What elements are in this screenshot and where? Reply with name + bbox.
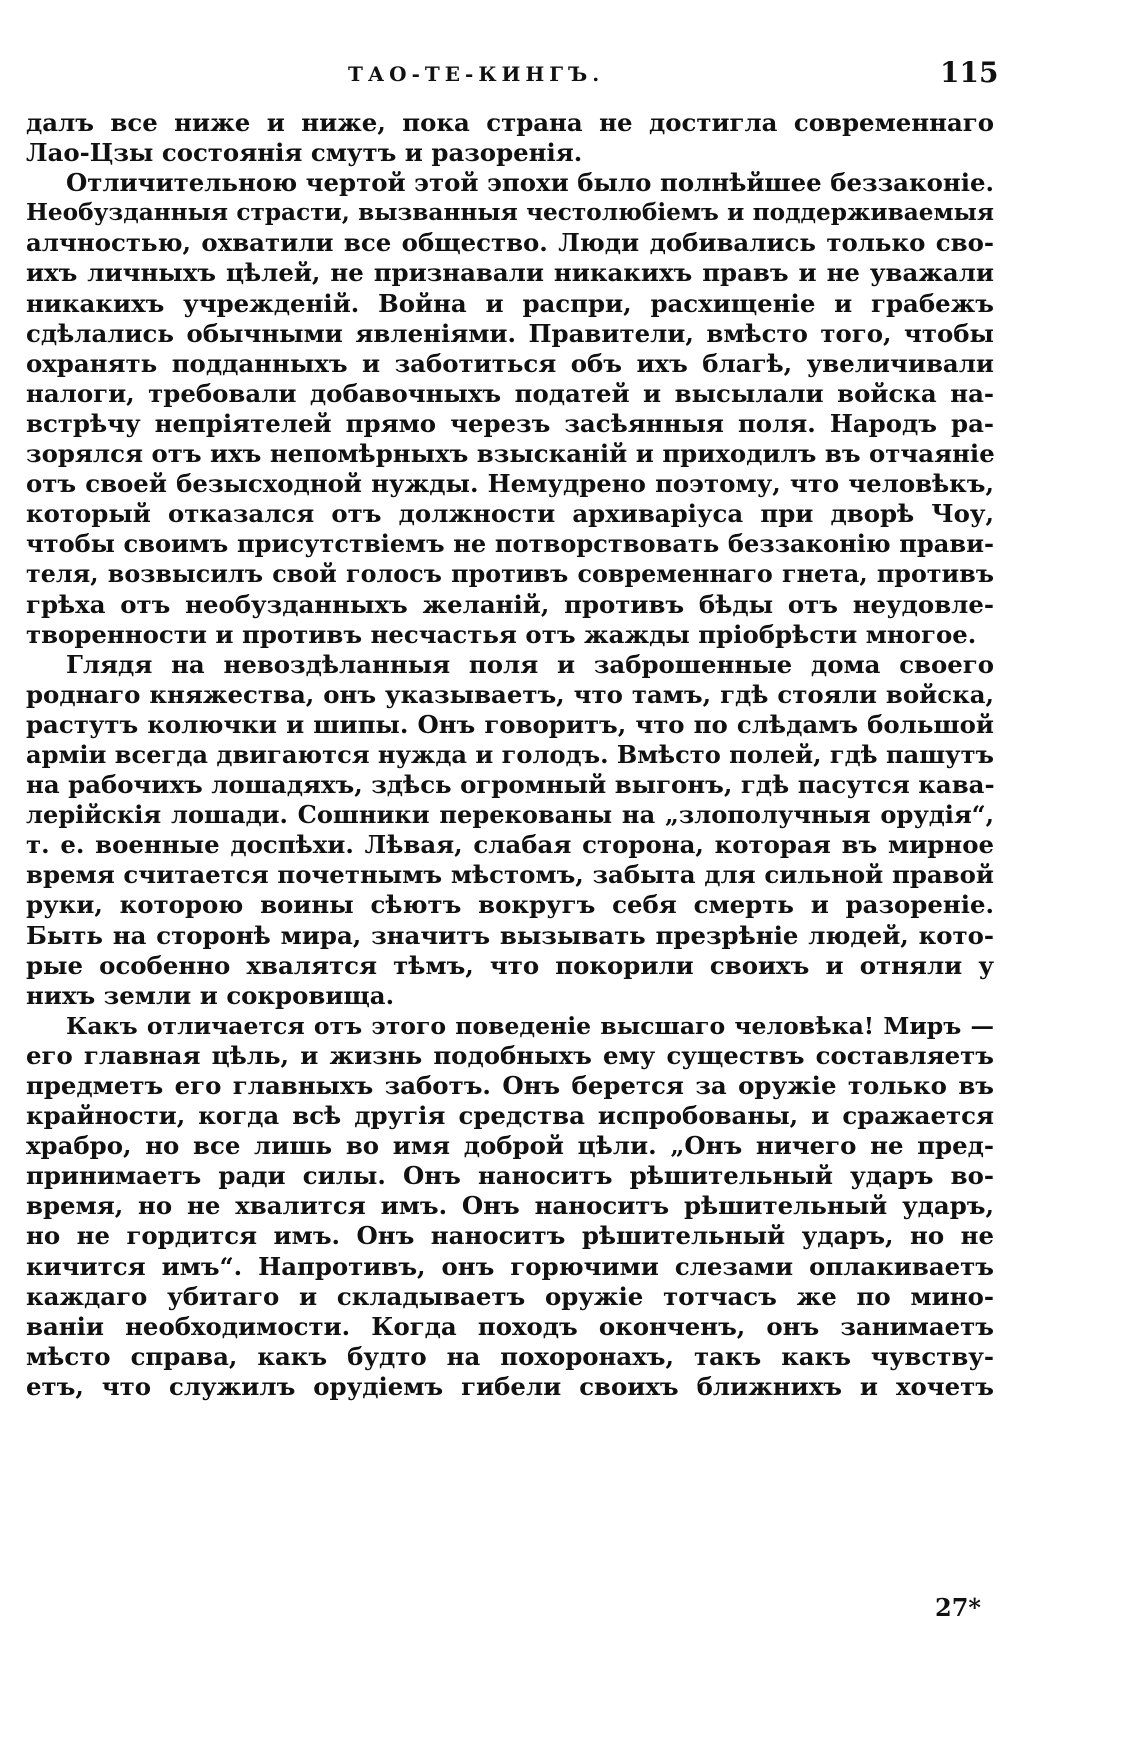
text-line: который отказался отъ должности архиваріуса при дворѣ Чоу, xyxy=(26,499,994,529)
body-text xyxy=(26,108,994,1402)
page-number: 115 xyxy=(940,56,999,89)
text-line: нихъ земли и сокровища. xyxy=(26,980,395,1010)
text-line: храбро, но все лишь во имя доброй цѣли. „Онъ ничего не пред- xyxy=(26,1131,994,1161)
text-line: крайности, когда всѣ другія средства испробованы, и сражается xyxy=(26,1101,994,1131)
text-line: его главная цѣль, и жизнь подобныхъ ему существъ составляетъ xyxy=(26,1040,994,1070)
text-line: далъ все ниже и ниже, пока страна не достигла современнаго xyxy=(26,108,994,137)
text-line: ихъ личныхъ цѣлей, не признавали никакихъ правъ и не уважали xyxy=(26,258,994,288)
text-line: кичится имъ“. Напротивъ, онъ горючими слезами оплакиваетъ xyxy=(26,1251,994,1281)
text-line: но не гордится имъ. Онъ наноситъ рѣшительный ударъ, но не xyxy=(26,1221,994,1251)
text-line: лерійскія лошади. Сошники перекованы на „злополучныя орудія“, xyxy=(26,800,994,830)
text-line: Какъ отличается отъ этого поведеніе высшаго человѣка! Миръ — xyxy=(66,1011,994,1040)
text-line: творенности и противъ несчастья отъ жажды пріобрѣсти многое. xyxy=(26,619,977,649)
text-line: отъ своей безысходной нужды. Немудрено поэтому, что человѣкъ, xyxy=(26,469,994,499)
text-line: Быть на сторонѣ мира, значитъ вызывать презрѣніе людей, кото- xyxy=(26,920,994,950)
text-line: сдѣлались обычными явленіями. Правители, вмѣсто того, чтобы xyxy=(26,318,994,348)
text-line: руки, которою воины сѣютъ вокругъ себя смерть и разореніе. xyxy=(26,890,994,920)
text-line: охранять подданныхъ и заботиться объ ихъ благѣ, увеличивали xyxy=(26,348,994,378)
text-line: на рабочихъ лошадяхъ, здѣсь огромный выгонъ, гдѣ пасутся кава- xyxy=(26,770,995,800)
text-line: етъ, что служилъ орудіемъ гибели своихъ ближнихъ и хочетъ xyxy=(26,1371,994,1401)
running-head: ТАО-ТЕ-КИНГЪ. xyxy=(348,62,605,86)
text-line: алчностью, охватили все общество. Люди добивались только сво- xyxy=(26,228,994,258)
text-line: время считается почетнымъ мѣстомъ, забыта для сильной правой xyxy=(26,860,994,890)
text-line: Лао-Цзы состоянія смутъ и разоренія. xyxy=(26,138,583,168)
text-line: Необузданныя страсти, вызванныя честолюбіемъ и поддерживаемыя xyxy=(26,199,994,227)
text-line: принимаетъ ради силы. Онъ наноситъ рѣшительный ударъ во- xyxy=(26,1161,994,1191)
text-line: предметъ его главныхъ заботъ. Онъ берется за оружіе только въ xyxy=(26,1071,994,1100)
text-line: теля, возвысилъ свой голосъ противъ современнаго гнета, противъ xyxy=(26,560,994,589)
text-line: чтобы своимъ присутствіемъ не потворствовать беззаконію прави- xyxy=(26,529,994,559)
text-line: рые особенно хвалятся тѣмъ, что покорили своихъ и отняли у xyxy=(26,950,994,980)
text-line: мѣсто справа, какъ будто на похоронахъ, такъ какъ чувству- xyxy=(26,1341,994,1371)
text-line: грѣха отъ необузданныхъ желаній, противъ бѣды отъ неудовле- xyxy=(26,589,994,619)
text-line: зорялся отъ ихъ непомѣрныхъ взысканій и приходилъ въ отчаяніе xyxy=(26,439,995,469)
text-line: арміи всегда двигаются нужда и голодъ. Вмѣсто полей, гдѣ пашутъ xyxy=(26,739,994,769)
text-line: никакихъ учрежденій. Война и распри, расхищеніе и грабежъ xyxy=(26,288,994,318)
text-line: каждаго убитаго и складываетъ оружіе тотчасъ же по мино- xyxy=(26,1281,994,1311)
text-line: налоги, требовали добавочныхъ податей и высылали войска на- xyxy=(26,378,994,408)
printer-signature-mark: 27* xyxy=(935,1593,981,1622)
text-line: время, но не хвалится имъ. Онъ наноситъ рѣшительный ударъ, xyxy=(26,1191,994,1221)
text-line: роднаго княжества, онъ указываетъ, что тамъ, гдѣ стояли войска, xyxy=(26,679,994,709)
text-line: т. е. военные доспѣхи. Лѣвая, слабая сторона, которая въ мирное xyxy=(26,830,994,860)
text-line: Отличительною чертой этой эпохи было полнѣйшее беззаконіе. xyxy=(66,168,994,198)
text-line: растутъ колючки и шипы. Онъ говоритъ, что по слѣдамъ большой xyxy=(26,709,994,739)
text-line: Глядя на невоздѣланныя поля и заброшенные дома своего xyxy=(66,649,994,679)
text-line: ваніи необходимости. Когда походъ оконченъ, онъ занимаетъ xyxy=(26,1311,994,1341)
text-line: встрѣчу непріятелей прямо черезъ засѣянныя поля. Народъ ра- xyxy=(26,408,994,438)
